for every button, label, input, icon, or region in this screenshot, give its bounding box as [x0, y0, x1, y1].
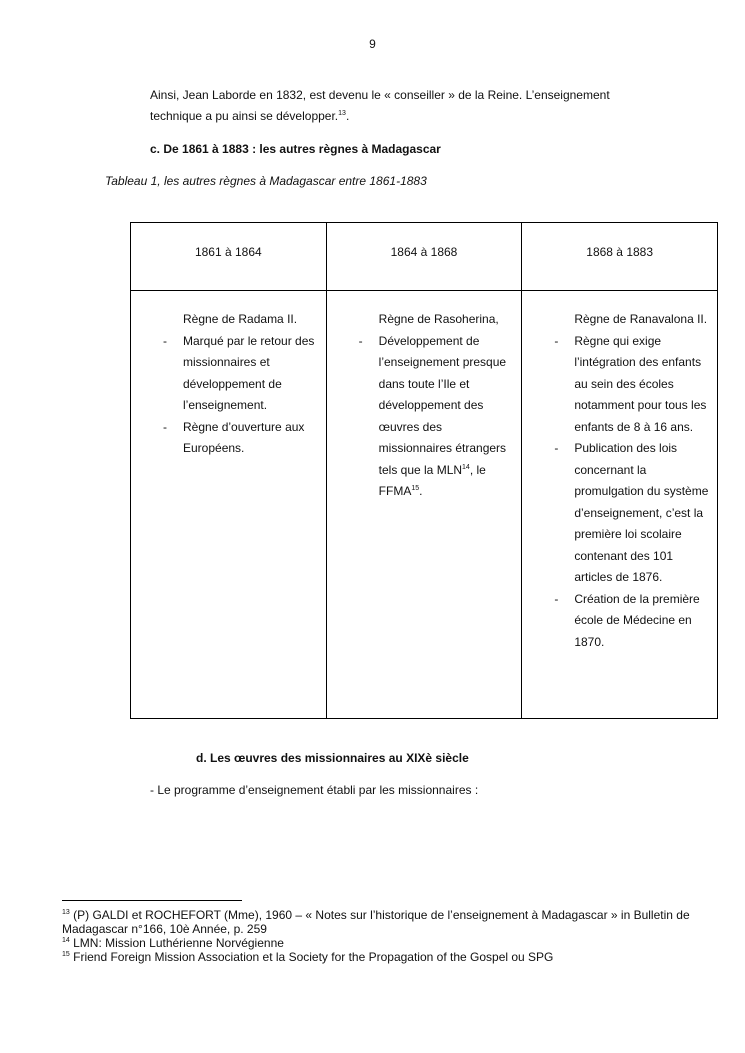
cell-ranavalona-ii	[522, 291, 718, 719]
footnote-15: $^{15}$ Friend Foreign Mission Association et la Society for the Propagation of the Gospel ou SPG	[62, 950, 554, 964]
reign-details	[131, 331, 318, 460]
list-item: - Règne qui exige l’intégration des enfants au sein des écoles notamment pour tous les enfants de 8 à 16 ans.	[522, 331, 709, 439]
footnote-13: $^{13}$ (P) GALDI et ROCHEFORT (Mme), 1960 – « Notes sur l’historique de l’enseignement à Madagascar » in Bulletin de Madagascar n°166, 10è Année, p. 259	[62, 908, 690, 936]
cell-radama-ii	[131, 291, 327, 719]
table-caption: Tableau 1, les autres règnes à Madagascar entre 1861-1883	[105, 174, 427, 188]
section-c-heading: c. De 1861 à 1883 : les autres règnes à Madagascar	[150, 142, 441, 156]
footnote-ref-15: 15	[411, 485, 420, 492]
footnote-separator	[62, 900, 242, 901]
footnote-ref-14: 14	[462, 463, 470, 471]
reign-title: Règne de Ranavalona II.	[574, 312, 708, 326]
list-item: - Publication des lois concernant la promulgation du système d’enseignement, c’est la première loi scolaire contenant des 101 articles de 1876.	[522, 438, 709, 589]
intro-line-2: technique a pu ainsi se développer.$^{13}$.	[150, 109, 350, 123]
list-item: - Création de la première école de Médecine en 1870.	[522, 589, 709, 654]
footnote-ref-13: 13	[338, 110, 346, 117]
reign-title: Règne de Radama II.	[183, 312, 298, 326]
cell-rasoherina	[326, 291, 522, 719]
reigns-table	[130, 222, 718, 719]
table-body-row	[131, 291, 718, 719]
program-line: - Le programme d’enseignement établi par les missionnaires :	[150, 783, 479, 797]
header-cell-1861-1864: 1861 à 1864	[131, 223, 327, 291]
intro-paragraph	[150, 85, 670, 127]
reign-title: Règne de Rasoherina,	[378, 312, 499, 326]
table-header-row	[131, 223, 718, 291]
reign-details	[522, 331, 709, 654]
footnote-14: $^{14}$ LMN: Mission Luthérienne Norvégienne	[62, 936, 284, 950]
list-item: - Développement de l’enseignement presque dans toute l’Ile et développement des œuvres des missionnaires étrangers tels que la MLN$^{14}$, le FFMA$^{15}$.	[327, 331, 514, 503]
header-cell-1868-1883: 1868 à 1883	[522, 223, 718, 291]
list-item: - Règne d’ouverture aux Européens.	[131, 417, 318, 460]
header-cell-1864-1868: 1864 à 1868	[326, 223, 522, 291]
page-number: 9	[369, 37, 376, 51]
section-d-heading: d. Les œuvres des missionnaires au XIXè siècle	[196, 751, 469, 765]
reign-details	[327, 331, 514, 503]
intro-line-1: Ainsi, Jean Laborde en 1832, est devenu le « conseiller » de la Reine. L’enseignement	[150, 88, 610, 102]
footnotes	[62, 908, 732, 964]
list-item: - Marqué par le retour des missionnaires et développement de l’enseignement.	[131, 331, 318, 417]
